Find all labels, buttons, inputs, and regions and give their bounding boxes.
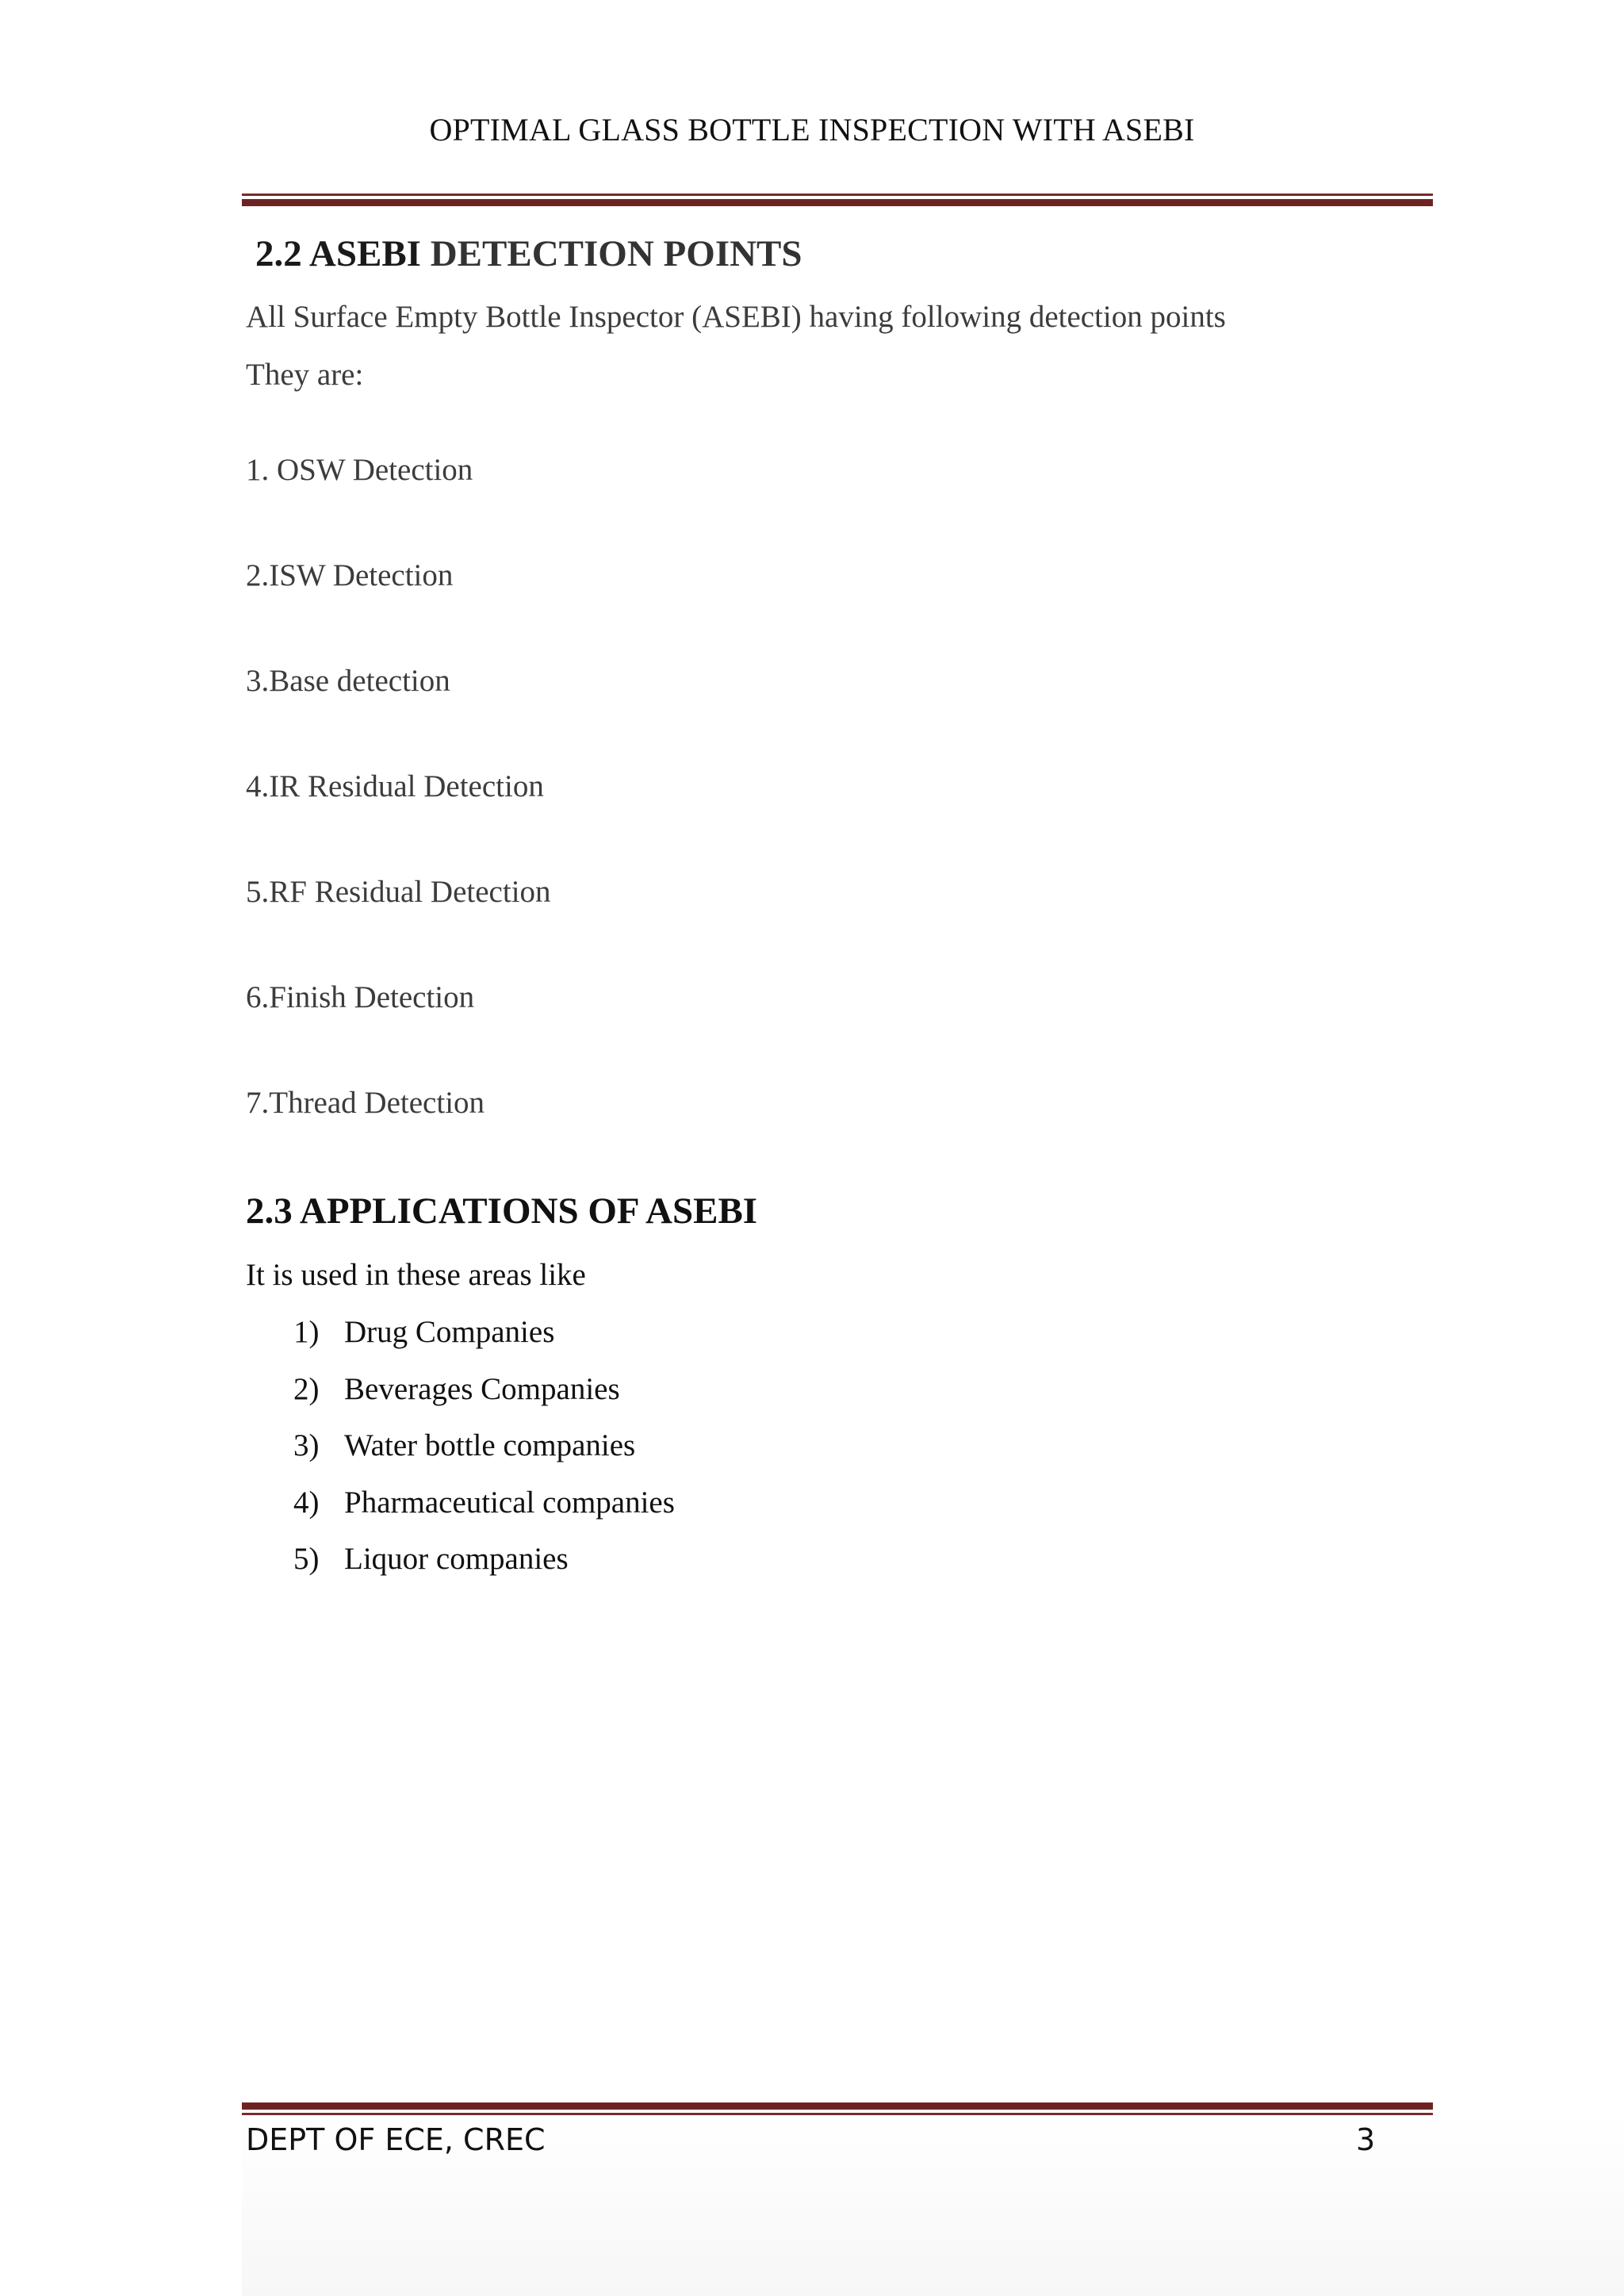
detection-intro-line: All Surface Empty Bottle Inspector (ASEBI) having following detection points: [246, 300, 1226, 334]
list-item-text: Pharmaceutical companies: [344, 1485, 675, 1520]
section-heading-applications: 2.3 APPLICATIONS OF ASEBI: [246, 1190, 758, 1232]
list-item-text: Drug Companies: [344, 1315, 555, 1349]
list-item-number: 4): [293, 1485, 320, 1520]
list-item-number: 1): [293, 1315, 320, 1349]
detection-intro-line-2: They are:: [246, 358, 364, 392]
footer-department: DEPT OF ECE, CREC: [246, 2122, 546, 2157]
list-item: 6.Finish Detection: [246, 980, 475, 1014]
list-item: [293, 1314, 675, 1371]
list-item: [293, 1485, 675, 1542]
list-item: 5.RF Residual Detection: [246, 875, 551, 909]
header-divider: [242, 194, 1433, 206]
section-heading-rest: DETECTION POINTS: [420, 233, 802, 274]
detection-points-list: [246, 452, 551, 1190]
list-item: [293, 1428, 675, 1485]
list-item-number: 2): [293, 1371, 320, 1406]
list-item: 2.ISW Detection: [246, 558, 454, 592]
list-item-number: 5): [293, 1542, 320, 1576]
list-item: 3.Base detection: [246, 664, 450, 698]
list-item: 1. OSW Detection: [246, 453, 473, 487]
list-item: [293, 1371, 675, 1428]
running-header: OPTIMAL GLASS BOTTLE INSPECTION WITH ASEBI: [429, 112, 1195, 148]
list-item-text: Water bottle companies: [344, 1428, 636, 1462]
page-number: 3: [1356, 2122, 1376, 2157]
section-heading-detection-points: [255, 232, 802, 275]
list-item: 4.IR Residual Detection: [246, 769, 544, 803]
list-item-text: Beverages Companies: [344, 1371, 620, 1406]
list-item-number: 3): [293, 1428, 320, 1462]
footer-divider: [242, 2102, 1433, 2115]
list-item: 7.Thread Detection: [246, 1086, 485, 1120]
applications-intro: It is used in these areas like: [246, 1258, 586, 1292]
list-item-text: Liquor companies: [344, 1542, 569, 1576]
list-item: [293, 1541, 675, 1598]
section-heading-number: 2.2 ASEBI: [255, 233, 421, 274]
applications-list: [293, 1314, 675, 1598]
